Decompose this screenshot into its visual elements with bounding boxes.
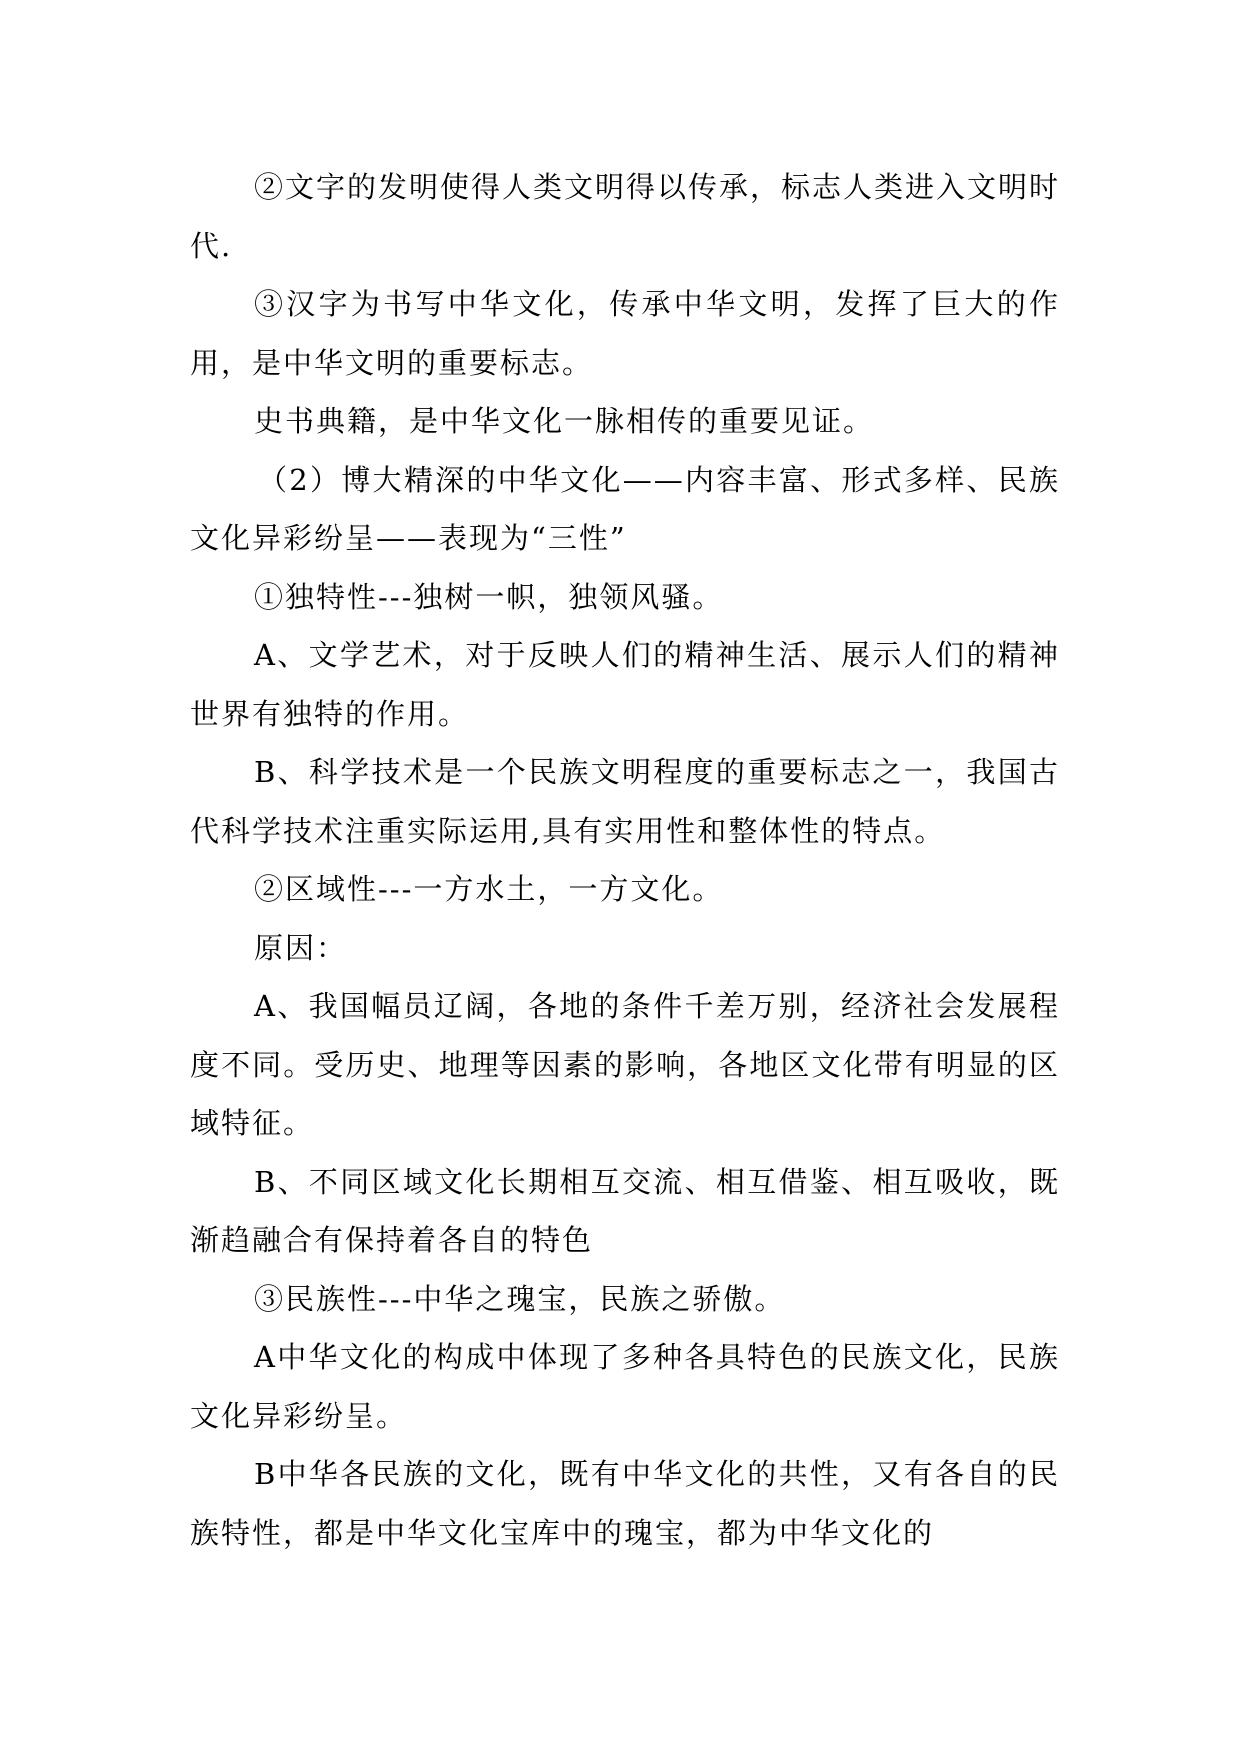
paragraph-science-technology: B、科学技术是一个民族文明程度的重要标志之一，我国古代科学技术注重实际运用,具有实用性和整体性的特点。 [190,755,1060,848]
paragraph-ethnic-a: A中华文化的构成中体现了多种各具特色的民族文化，民族文化异彩纷呈。 [190,1340,1060,1433]
paragraph-ethnic-b: B中华各民族的文化，既有中华文化的共性，又有各自的民族特性，都是中华文化宝库中的瑰宝，都为中华文化的 [190,1457,1060,1550]
paragraph-regionality: ②区域性---一方水土，一方文化。 [254,872,724,906]
paragraph-reason-b: B、不同区域文化长期相互交流、相互借鉴、相互吸收，既渐趋融合有保持着各自的特色 [190,1164,1060,1257]
paragraph-reasons-label: 原因： [254,930,348,965]
section-heading-profound-culture: （2）博大精深的中华文化——内容丰富、形式多样、民族文化异彩纷呈——表现为“三性” [190,462,1060,555]
paragraph-ethnicity: ③民族性---中华之瑰宝，民族之骄傲。 [254,1281,786,1316]
paragraph-literature-art: A、文学艺术，对于反映人们的精神生活、展示人们的精神世界有独特的作用。 [190,638,1060,731]
paragraph-writing-invention: ②文字的发明使得人类文明得以传承，标志人类进入文明时代. [190,170,1061,263]
paragraph-reason-a: A、我国幅员辽阔，各地的条件千差万别，经济社会发展程度不同。受历史、地理等因素的影响，各地区文化带有明显的区域特征。 [190,989,1060,1140]
paragraph-uniqueness: ①独特性---独树一帜，独领风骚。 [254,579,724,614]
document-body [190,158,1060,1562]
paragraph-historical-books: 史书典籍，是中华文化一脉相传的重要见证。 [254,404,875,438]
paragraph-chinese-characters: ③汉字为书写中华文化，传承中华文明，发挥了巨大的作用，是中华文明的重要标志。 [190,287,1060,380]
